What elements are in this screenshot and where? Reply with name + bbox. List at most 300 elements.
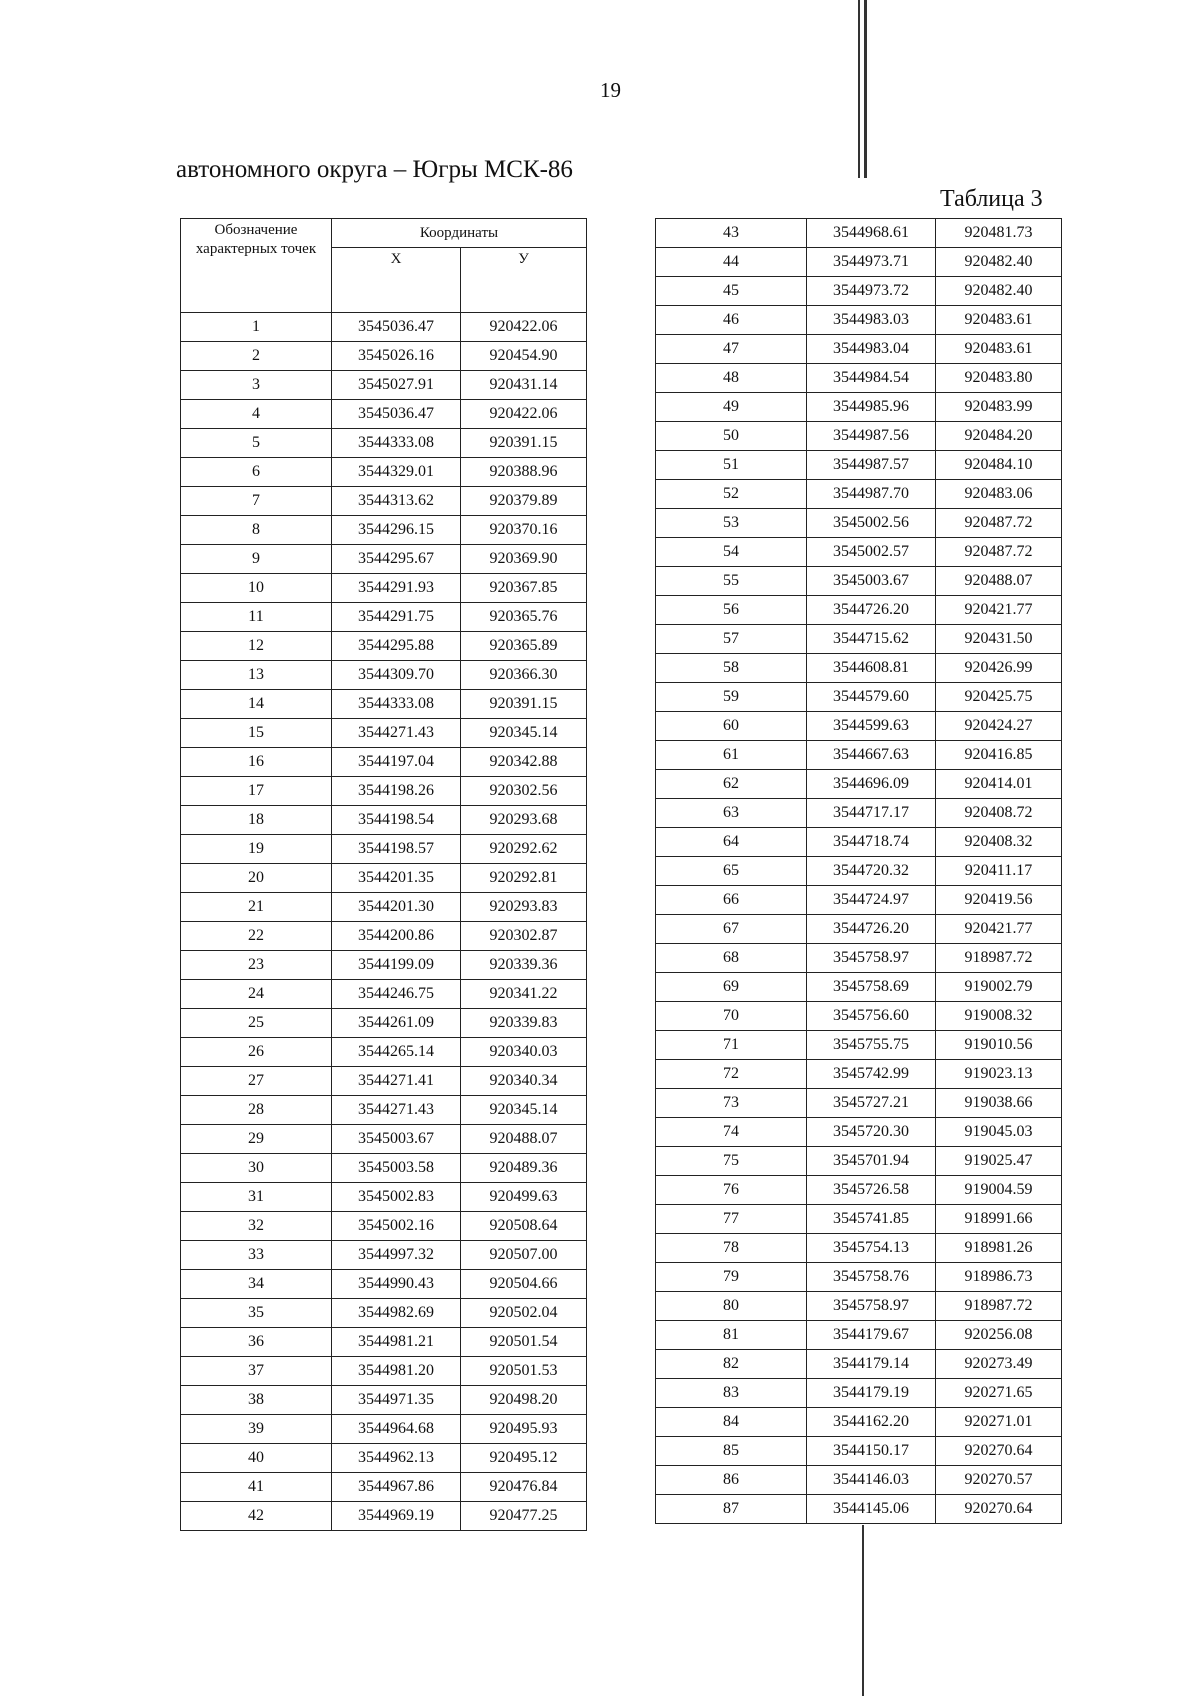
point-number-cell: 77 <box>656 1205 807 1234</box>
x-coordinate-cell: 3544313.62 <box>332 487 461 516</box>
y-coordinate-cell: 920293.83 <box>461 893 587 922</box>
table-row <box>181 1212 587 1241</box>
table-row <box>181 1241 587 1270</box>
y-coordinate-cell: 920501.54 <box>461 1328 587 1357</box>
x-coordinate-cell: 3544967.86 <box>332 1473 461 1502</box>
x-coordinate-cell: 3544715.62 <box>807 625 936 654</box>
point-number-cell: 21 <box>181 893 332 922</box>
x-coordinate-cell: 3544964.68 <box>332 1415 461 1444</box>
x-coordinate-cell: 3544199.09 <box>332 951 461 980</box>
x-coordinate-cell: 3544333.08 <box>332 690 461 719</box>
y-coordinate-cell: 920482.40 <box>936 277 1062 306</box>
x-coordinate-cell: 3544984.54 <box>807 364 936 393</box>
table-row <box>181 1473 587 1502</box>
table-row <box>656 973 1062 1002</box>
y-coordinate-cell: 920422.06 <box>461 400 587 429</box>
point-number-cell: 63 <box>656 799 807 828</box>
table-row <box>656 1437 1062 1466</box>
y-coordinate-cell: 920421.77 <box>936 596 1062 625</box>
y-coordinate-cell: 920366.30 <box>461 661 587 690</box>
x-coordinate-cell: 3545002.57 <box>807 538 936 567</box>
x-coordinate-cell: 3544246.75 <box>332 980 461 1009</box>
table-row <box>181 835 587 864</box>
y-coordinate-cell: 920426.99 <box>936 654 1062 683</box>
x-coordinate-cell: 3544969.19 <box>332 1502 461 1531</box>
table-row <box>181 1009 587 1038</box>
y-coordinate-cell: 920379.89 <box>461 487 587 516</box>
x-coordinate-cell: 3544162.20 <box>807 1408 936 1437</box>
y-coordinate-cell: 920414.01 <box>936 770 1062 799</box>
table-row <box>656 509 1062 538</box>
point-number-cell: 80 <box>656 1292 807 1321</box>
x-coordinate-cell: 3545726.58 <box>807 1176 936 1205</box>
point-designation-header: Обозначение характерных точек <box>181 219 332 313</box>
x-coordinate-cell: 3544201.35 <box>332 864 461 893</box>
x-coordinate-cell: 3544309.70 <box>332 661 461 690</box>
y-coordinate-cell: 920292.62 <box>461 835 587 864</box>
x-coordinate-cell: 3544973.72 <box>807 277 936 306</box>
table-row <box>656 770 1062 799</box>
table-row <box>656 799 1062 828</box>
table-row <box>656 306 1062 335</box>
point-number-cell: 45 <box>656 277 807 306</box>
y-coordinate-cell: 920388.96 <box>461 458 587 487</box>
point-number-cell: 35 <box>181 1299 332 1328</box>
table-row <box>181 1386 587 1415</box>
table-row <box>181 458 587 487</box>
x-coordinate-cell: 3544265.14 <box>332 1038 461 1067</box>
point-number-cell: 23 <box>181 951 332 980</box>
y-coordinate-cell: 920502.04 <box>461 1299 587 1328</box>
y-coordinate-cell: 920481.73 <box>936 219 1062 248</box>
point-number-cell: 24 <box>181 980 332 1009</box>
y-coordinate-cell: 920483.06 <box>936 480 1062 509</box>
y-coordinate-cell: 919008.32 <box>936 1002 1062 1031</box>
y-coordinate-cell: 920421.77 <box>936 915 1062 944</box>
x-coordinate-cell: 3544720.32 <box>807 857 936 886</box>
y-coordinate-cell: 920483.61 <box>936 335 1062 364</box>
table-row <box>181 864 587 893</box>
coordinates-table-left <box>180 218 587 1531</box>
y-coordinate-cell: 920391.15 <box>461 429 587 458</box>
x-coordinate-cell: 3544962.13 <box>332 1444 461 1473</box>
point-number-cell: 28 <box>181 1096 332 1125</box>
table-row <box>181 545 587 574</box>
point-number-cell: 49 <box>656 393 807 422</box>
point-number-cell: 6 <box>181 458 332 487</box>
y-coordinate-cell: 920419.56 <box>936 886 1062 915</box>
point-number-cell: 87 <box>656 1495 807 1524</box>
table-row <box>181 893 587 922</box>
point-number-cell: 22 <box>181 922 332 951</box>
y-coordinate-cell: 920504.66 <box>461 1270 587 1299</box>
x-coordinate-cell: 3544579.60 <box>807 683 936 712</box>
point-number-cell: 81 <box>656 1321 807 1350</box>
table-row <box>181 1270 587 1299</box>
point-number-cell: 32 <box>181 1212 332 1241</box>
x-coordinate-cell: 3544717.17 <box>807 799 936 828</box>
y-coordinate-cell: 920477.25 <box>461 1502 587 1531</box>
point-number-cell: 46 <box>656 306 807 335</box>
table-row <box>656 335 1062 364</box>
x-coordinate-cell: 3544295.88 <box>332 632 461 661</box>
x-coordinate-cell: 3544179.19 <box>807 1379 936 1408</box>
y-coordinate-cell: 920341.22 <box>461 980 587 1009</box>
y-coordinate-cell: 920270.64 <box>936 1495 1062 1524</box>
x-coordinate-cell: 3545002.56 <box>807 509 936 538</box>
table-row <box>181 1154 587 1183</box>
y-coordinate-cell: 920431.50 <box>936 625 1062 654</box>
table-row <box>656 364 1062 393</box>
point-number-cell: 16 <box>181 748 332 777</box>
table-row <box>656 915 1062 944</box>
x-coordinate-cell: 3544198.54 <box>332 806 461 835</box>
y-coordinate-cell: 920499.63 <box>461 1183 587 1212</box>
point-number-cell: 74 <box>656 1118 807 1147</box>
x-coordinate-cell: 3544333.08 <box>332 429 461 458</box>
point-number-cell: 79 <box>656 1263 807 1292</box>
y-coordinate-cell: 920391.15 <box>461 690 587 719</box>
table-row <box>656 1408 1062 1437</box>
x-coordinate-cell: 3544291.75 <box>332 603 461 632</box>
table-row <box>656 857 1062 886</box>
point-number-cell: 42 <box>181 1502 332 1531</box>
x-coordinate-cell: 3544981.21 <box>332 1328 461 1357</box>
table-label: Таблица 3 <box>940 186 1043 212</box>
point-number-cell: 76 <box>656 1176 807 1205</box>
table-row <box>656 219 1062 248</box>
x-coordinate-cell: 3544983.03 <box>807 306 936 335</box>
y-coordinate-cell: 920340.34 <box>461 1067 587 1096</box>
x-coordinate-cell: 3544201.30 <box>332 893 461 922</box>
y-coordinate-cell: 920484.20 <box>936 422 1062 451</box>
x-coordinate-cell: 3545036.47 <box>332 313 461 342</box>
table-row <box>181 661 587 690</box>
point-number-cell: 39 <box>181 1415 332 1444</box>
x-coordinate-cell: 3545755.75 <box>807 1031 936 1060</box>
y-coordinate-cell: 920508.64 <box>461 1212 587 1241</box>
y-coordinate-cell: 920488.07 <box>461 1125 587 1154</box>
y-coordinate-cell: 919038.66 <box>936 1089 1062 1118</box>
y-coordinate-cell: 920365.89 <box>461 632 587 661</box>
point-number-cell: 3 <box>181 371 332 400</box>
y-coordinate-cell: 920483.99 <box>936 393 1062 422</box>
x-coordinate-cell: 3545741.85 <box>807 1205 936 1234</box>
x-coordinate-cell: 3544718.74 <box>807 828 936 857</box>
point-number-cell: 8 <box>181 516 332 545</box>
y-coordinate-cell: 919002.79 <box>936 973 1062 1002</box>
scan-margin-line <box>864 0 867 178</box>
point-number-cell: 55 <box>656 567 807 596</box>
point-number-cell: 73 <box>656 1089 807 1118</box>
y-coordinate-cell: 920367.85 <box>461 574 587 603</box>
table-row <box>656 393 1062 422</box>
y-coordinate-cell: 920370.16 <box>461 516 587 545</box>
x-coordinate-cell: 3544200.86 <box>332 922 461 951</box>
point-number-cell: 37 <box>181 1357 332 1386</box>
x-coordinate-cell: 3545758.97 <box>807 1292 936 1321</box>
point-number-cell: 10 <box>181 574 332 603</box>
point-number-cell: 64 <box>656 828 807 857</box>
y-coordinate-cell: 918986.73 <box>936 1263 1062 1292</box>
x-coordinate-cell: 3544261.09 <box>332 1009 461 1038</box>
y-coordinate-cell: 920369.90 <box>461 545 587 574</box>
table-row <box>656 712 1062 741</box>
x-coordinate-cell: 3544295.67 <box>332 545 461 574</box>
table-row <box>656 1495 1062 1524</box>
table-row <box>181 1183 587 1212</box>
y-coordinate-cell: 920476.84 <box>461 1473 587 1502</box>
table-row <box>181 922 587 951</box>
point-number-cell: 29 <box>181 1125 332 1154</box>
y-coordinate-cell: 920501.53 <box>461 1357 587 1386</box>
table-row <box>656 422 1062 451</box>
y-coordinate-cell: 920340.03 <box>461 1038 587 1067</box>
table-row <box>656 277 1062 306</box>
point-number-cell: 12 <box>181 632 332 661</box>
table-row <box>656 1118 1062 1147</box>
x-coordinate-cell: 3545027.91 <box>332 371 461 400</box>
x-coordinate-cell: 3544599.63 <box>807 712 936 741</box>
table-row <box>656 1205 1062 1234</box>
x-coordinate-cell: 3544197.04 <box>332 748 461 777</box>
point-number-cell: 15 <box>181 719 332 748</box>
y-coordinate-cell: 920488.07 <box>936 567 1062 596</box>
point-number-cell: 86 <box>656 1466 807 1495</box>
y-coordinate-cell: 920270.57 <box>936 1466 1062 1495</box>
y-coordinate-cell: 920487.72 <box>936 538 1062 567</box>
y-coordinate-cell: 920416.85 <box>936 741 1062 770</box>
x-coordinate-cell: 3544987.70 <box>807 480 936 509</box>
x-coordinate-cell: 3545758.97 <box>807 944 936 973</box>
table-row <box>656 451 1062 480</box>
point-number-cell: 2 <box>181 342 332 371</box>
point-number-cell: 54 <box>656 538 807 567</box>
x-coordinate-cell: 3544329.01 <box>332 458 461 487</box>
y-coordinate-cell: 919045.03 <box>936 1118 1062 1147</box>
x-coordinate-cell: 3545003.67 <box>807 567 936 596</box>
point-number-cell: 31 <box>181 1183 332 1212</box>
point-number-cell: 36 <box>181 1328 332 1357</box>
x-coordinate-cell: 3544271.43 <box>332 719 461 748</box>
point-number-cell: 14 <box>181 690 332 719</box>
y-coordinate-cell: 920482.40 <box>936 248 1062 277</box>
y-coordinate-cell: 920495.93 <box>461 1415 587 1444</box>
table-row <box>181 342 587 371</box>
table-row <box>656 1263 1062 1292</box>
x-coordinate-cell: 3544291.93 <box>332 574 461 603</box>
point-number-cell: 11 <box>181 603 332 632</box>
table-row <box>181 371 587 400</box>
y-coordinate-cell: 920431.14 <box>461 371 587 400</box>
x-coordinate-cell: 3545003.67 <box>332 1125 461 1154</box>
y-coordinate-cell: 920424.27 <box>936 712 1062 741</box>
point-number-cell: 82 <box>656 1350 807 1379</box>
point-number-cell: 66 <box>656 886 807 915</box>
table-row <box>181 1299 587 1328</box>
point-number-cell: 40 <box>181 1444 332 1473</box>
table-row <box>181 806 587 835</box>
point-number-cell: 78 <box>656 1234 807 1263</box>
table-row <box>656 1002 1062 1031</box>
x-coordinate-cell: 3545720.30 <box>807 1118 936 1147</box>
table-row <box>656 1060 1062 1089</box>
y-coordinate-cell: 920293.68 <box>461 806 587 835</box>
x-coordinate-cell: 3544271.41 <box>332 1067 461 1096</box>
y-coordinate-cell: 920498.20 <box>461 1386 587 1415</box>
table-row <box>656 828 1062 857</box>
table-row <box>656 1176 1062 1205</box>
x-coordinate-cell: 3545002.16 <box>332 1212 461 1241</box>
y-coordinate-cell: 918987.72 <box>936 1292 1062 1321</box>
point-number-cell: 1 <box>181 313 332 342</box>
x-coordinate-cell: 3544990.43 <box>332 1270 461 1299</box>
y-coordinate-cell: 920292.81 <box>461 864 587 893</box>
point-number-cell: 60 <box>656 712 807 741</box>
x-coordinate-cell: 3544987.56 <box>807 422 936 451</box>
x-coordinate-cell: 3544987.57 <box>807 451 936 480</box>
x-coordinate-cell: 3544667.63 <box>807 741 936 770</box>
point-number-cell: 71 <box>656 1031 807 1060</box>
table-row <box>181 1125 587 1154</box>
y-coordinate-cell: 919025.47 <box>936 1147 1062 1176</box>
table-row <box>181 690 587 719</box>
point-number-cell: 34 <box>181 1270 332 1299</box>
y-coordinate-cell: 920422.06 <box>461 313 587 342</box>
y-coordinate-cell: 920411.17 <box>936 857 1062 886</box>
y-coordinate-cell: 920484.10 <box>936 451 1062 480</box>
x-coordinate-cell: 3544997.32 <box>332 1241 461 1270</box>
y-coordinate-cell: 918987.72 <box>936 944 1062 973</box>
point-number-cell: 9 <box>181 545 332 574</box>
table-row <box>181 1067 587 1096</box>
x-coordinate-cell: 3544981.20 <box>332 1357 461 1386</box>
table-row <box>656 1031 1062 1060</box>
scan-margin-line <box>858 0 860 178</box>
y-coordinate-cell: 920483.61 <box>936 306 1062 335</box>
point-number-cell: 7 <box>181 487 332 516</box>
y-coordinate-cell: 920345.14 <box>461 719 587 748</box>
point-number-cell: 69 <box>656 973 807 1002</box>
y-coordinate-cell: 919010.56 <box>936 1031 1062 1060</box>
x-coordinate-cell: 3544146.03 <box>807 1466 936 1495</box>
point-number-cell: 75 <box>656 1147 807 1176</box>
x-coordinate-cell: 3544179.67 <box>807 1321 936 1350</box>
point-number-cell: 51 <box>656 451 807 480</box>
table-row <box>181 313 587 342</box>
x-coordinate-cell: 3544296.15 <box>332 516 461 545</box>
x-coordinate-cell: 3545036.47 <box>332 400 461 429</box>
y-coordinate-cell: 920483.80 <box>936 364 1062 393</box>
table-row <box>656 596 1062 625</box>
y-coordinate-cell: 918981.26 <box>936 1234 1062 1263</box>
y-coordinate-cell: 920342.88 <box>461 748 587 777</box>
page-heading: автономного округа – Югры МСК-86 <box>176 156 573 183</box>
point-number-cell: 4 <box>181 400 332 429</box>
point-number-cell: 85 <box>656 1437 807 1466</box>
x-column-header: Х <box>332 248 461 313</box>
x-coordinate-cell: 3544198.26 <box>332 777 461 806</box>
table-row <box>181 1328 587 1357</box>
table-row <box>656 1292 1062 1321</box>
table-row <box>181 574 587 603</box>
point-number-cell: 47 <box>656 335 807 364</box>
table-row <box>181 603 587 632</box>
point-number-cell: 5 <box>181 429 332 458</box>
point-number-cell: 27 <box>181 1067 332 1096</box>
point-number-cell: 20 <box>181 864 332 893</box>
x-coordinate-cell: 3544271.43 <box>332 1096 461 1125</box>
table-row <box>656 480 1062 509</box>
point-number-cell: 41 <box>181 1473 332 1502</box>
x-coordinate-cell: 3545742.99 <box>807 1060 936 1089</box>
y-coordinate-cell: 920345.14 <box>461 1096 587 1125</box>
x-coordinate-cell: 3545701.94 <box>807 1147 936 1176</box>
x-coordinate-cell: 3545026.16 <box>332 342 461 371</box>
point-number-cell: 59 <box>656 683 807 712</box>
x-coordinate-cell: 3545756.60 <box>807 1002 936 1031</box>
point-number-cell: 19 <box>181 835 332 864</box>
y-coordinate-cell: 920495.12 <box>461 1444 587 1473</box>
point-number-cell: 13 <box>181 661 332 690</box>
x-coordinate-cell: 3544726.20 <box>807 915 936 944</box>
y-coordinate-cell: 920489.36 <box>461 1154 587 1183</box>
table-row <box>181 632 587 661</box>
x-coordinate-cell: 3544971.35 <box>332 1386 461 1415</box>
y-coordinate-cell: 920365.76 <box>461 603 587 632</box>
point-number-cell: 26 <box>181 1038 332 1067</box>
table-row <box>656 248 1062 277</box>
point-number-cell: 33 <box>181 1241 332 1270</box>
point-number-cell: 25 <box>181 1009 332 1038</box>
table-row <box>656 1321 1062 1350</box>
table-row <box>656 654 1062 683</box>
table-row <box>181 429 587 458</box>
coordinates-header: Координаты <box>332 219 587 248</box>
x-coordinate-cell: 3544179.14 <box>807 1350 936 1379</box>
x-coordinate-cell: 3544608.81 <box>807 654 936 683</box>
table-row <box>656 538 1062 567</box>
x-coordinate-cell: 3545758.69 <box>807 973 936 1002</box>
y-coordinate-cell: 919023.13 <box>936 1060 1062 1089</box>
x-coordinate-cell: 3544968.61 <box>807 219 936 248</box>
y-coordinate-cell: 920256.08 <box>936 1321 1062 1350</box>
point-number-cell: 17 <box>181 777 332 806</box>
table-row <box>656 741 1062 770</box>
table-row <box>656 944 1062 973</box>
point-number-cell: 52 <box>656 480 807 509</box>
y-coordinate-cell: 920273.49 <box>936 1350 1062 1379</box>
table-row <box>656 1089 1062 1118</box>
table-row <box>181 719 587 748</box>
y-coordinate-cell: 920425.75 <box>936 683 1062 712</box>
point-number-cell: 62 <box>656 770 807 799</box>
table-row <box>181 516 587 545</box>
x-coordinate-cell: 3544696.09 <box>807 770 936 799</box>
point-number-cell: 38 <box>181 1386 332 1415</box>
y-coordinate-cell: 918991.66 <box>936 1205 1062 1234</box>
x-coordinate-cell: 3544145.06 <box>807 1495 936 1524</box>
y-coordinate-cell: 920302.87 <box>461 922 587 951</box>
y-coordinate-cell: 919004.59 <box>936 1176 1062 1205</box>
table-row <box>181 748 587 777</box>
coordinates-table-right <box>655 218 1062 1524</box>
table-row <box>656 886 1062 915</box>
x-coordinate-cell: 3545727.21 <box>807 1089 936 1118</box>
table-row <box>656 1466 1062 1495</box>
table-row <box>181 951 587 980</box>
table-row <box>181 1444 587 1473</box>
